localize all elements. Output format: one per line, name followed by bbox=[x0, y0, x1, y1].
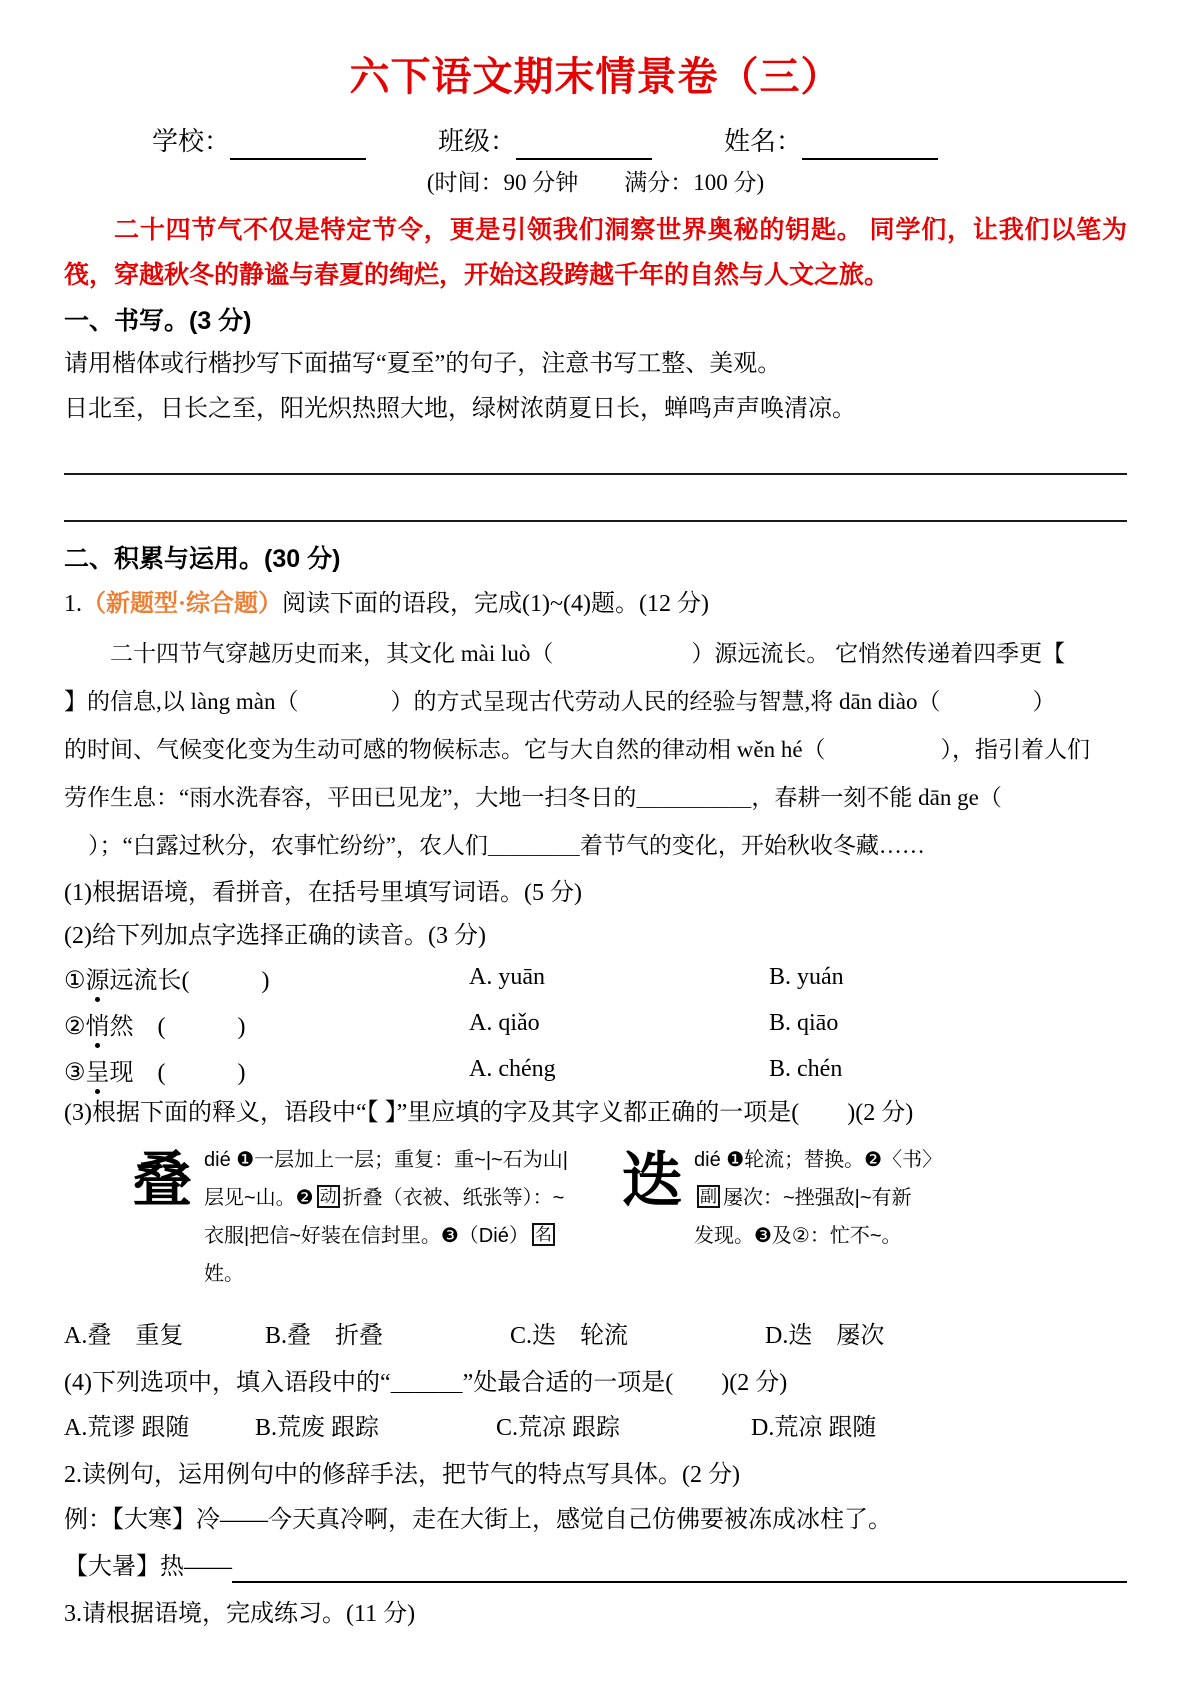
definition-line: dié ❶一层加上一层；重复：重~|~石为山| bbox=[204, 1149, 568, 1171]
pinyin-choice-row-1 bbox=[64, 956, 1127, 998]
dotted-char: 呈 bbox=[86, 1052, 110, 1087]
class-field bbox=[438, 124, 652, 160]
writing-answer-line-2 bbox=[64, 475, 1127, 522]
question1-sub4: (4)下列选项中，填入语段中的“＿＿＿”处最合适的一项是( )(2 分) bbox=[64, 1370, 788, 1396]
class-label: 班级： bbox=[438, 127, 517, 156]
question1-sub1: (1)根据语境，看拼音，在括号里填写词语。(5 分) bbox=[64, 880, 582, 906]
item-number: ① bbox=[64, 967, 86, 994]
question1-sub3-options bbox=[64, 1321, 1127, 1352]
pinyin-choice-row-2 bbox=[64, 1002, 1127, 1044]
passage-line: 】的信息,以 làng màn（ ）的方式呈现古代劳动人民的经验与智慧,将 dān diào（ ） bbox=[64, 689, 1056, 714]
option-a: A. qiǎo bbox=[469, 1009, 540, 1036]
question2-prompt: 【大暑】热—— bbox=[64, 1554, 232, 1580]
question1-stem bbox=[64, 589, 1127, 620]
dict-entry-die-stack bbox=[132, 1141, 596, 1293]
name-blank bbox=[802, 130, 938, 160]
name-field bbox=[724, 124, 938, 160]
definition-line: 发现。❸及②：忙不~。 bbox=[694, 1225, 902, 1247]
writing-sentence: 日北至，日长之至，阳光炽热照大地，绿树浓荫夏日长，蝉鸣声声唤清凉。 bbox=[64, 396, 856, 422]
dotted-word bbox=[64, 960, 469, 995]
definition-line bbox=[204, 1217, 596, 1293]
option-d: D.迭 屡次 bbox=[765, 1323, 885, 1349]
dotted-char: 悄 bbox=[86, 1006, 110, 1041]
pinyin-choice-row-3 bbox=[64, 1048, 1127, 1090]
question1-number: 1. bbox=[64, 591, 82, 617]
option-b: B.叠 折叠 bbox=[265, 1323, 384, 1349]
option-b: B. yuán bbox=[769, 963, 844, 990]
question2-answer-blank bbox=[232, 1557, 1127, 1583]
question2-example: 例：【大寒】冷——今天真冷啊，走在大街上，感觉自己仿佛要被冻成冰柱了。 bbox=[64, 1507, 892, 1533]
name-label: 姓名： bbox=[724, 127, 803, 156]
passage-line: 的时间、气候变化变为生动可感的物候标志。它与大自然的律动相 wěn hé（ ），指引着人们 bbox=[64, 737, 1091, 762]
definition-text: 屡次：~挫强敌|~有新 bbox=[723, 1187, 912, 1209]
word-rest: 现 ( ) bbox=[109, 1059, 246, 1086]
question1-tag: （新题型·综合题） bbox=[82, 591, 283, 617]
dict-definition bbox=[694, 1141, 1024, 1255]
definition-text: 衣服|把信~好装在信封里。❸（Dié） bbox=[204, 1225, 529, 1247]
section1-heading: 一、书写。(3 分) bbox=[64, 307, 252, 335]
dict-entry-die-alternate bbox=[622, 1141, 1024, 1293]
passage-line: ）；“白露过秋分，农事忙纷纷”，农人们＿＿＿＿着节气的变化，开始秋收冬藏…… bbox=[88, 833, 925, 858]
question2-answer-row bbox=[64, 1552, 1127, 1583]
part-of-speech-box: 动 bbox=[317, 1185, 340, 1208]
question1-stem-text: 阅读下面的语段，完成(1)~(4)题。(12 分) bbox=[282, 591, 709, 617]
definition-text: 折叠（衣被、纸张等）：~ bbox=[342, 1187, 565, 1209]
dict-definition bbox=[204, 1141, 596, 1293]
dotted-word bbox=[64, 1052, 469, 1087]
dictionary-entries bbox=[64, 1141, 1127, 1293]
passage-line: 二十四节气穿越历史而来，其文化 mài luò（ ）源远流长。 它悄然传递着四季更【 bbox=[110, 641, 1066, 666]
question3-stem: 3.请根据语境，完成练习。(11 分) bbox=[64, 1601, 416, 1627]
student-info-row bbox=[152, 124, 1127, 160]
item-number: ③ bbox=[64, 1059, 86, 1086]
option-d: D.荒凉 跟随 bbox=[751, 1415, 877, 1441]
part-of-speech-box: 名 bbox=[532, 1223, 555, 1246]
section2-heading: 二、积累与运用。(30 分) bbox=[64, 545, 341, 573]
dict-headword: 叠 bbox=[132, 1148, 192, 1214]
dotted-word bbox=[64, 1006, 469, 1041]
school-blank bbox=[230, 130, 366, 160]
definition-line: dié ❶轮流；替换。❷〈书〉 bbox=[694, 1149, 943, 1171]
school-label: 学校： bbox=[152, 127, 231, 156]
option-b: B. qiāo bbox=[769, 1009, 839, 1036]
option-b: B.荒废 跟踪 bbox=[255, 1415, 380, 1441]
word-rest: 然 ( ) bbox=[109, 1013, 246, 1040]
definition-line bbox=[204, 1179, 596, 1217]
exam-title: 六下语文期末情景卷（三） bbox=[349, 54, 842, 99]
passage-line: 劳作生息：“雨水洗春容，平田已见龙”，大地一扫冬日的＿＿＿＿＿，春耕一刻不能 dān ge（ bbox=[64, 785, 1002, 810]
option-a: A.荒谬 跟随 bbox=[64, 1415, 190, 1441]
question2-stem: 2.读例句，运用例句中的修辞手法，把节气的特点写具体。(2 分) bbox=[64, 1462, 740, 1488]
writing-instruction: 请用楷体或行楷抄写下面描写“夏至”的句子，注意书写工整、美观。 bbox=[64, 351, 782, 377]
option-a: A.叠 重复 bbox=[64, 1323, 184, 1349]
reading-passage bbox=[64, 630, 1127, 870]
part-of-speech-box: 副 bbox=[697, 1185, 720, 1208]
item-number: ② bbox=[64, 1013, 86, 1040]
definition-text: 层见~山。❷ bbox=[204, 1187, 314, 1209]
school-field bbox=[152, 124, 366, 160]
class-blank bbox=[516, 130, 652, 160]
option-a: A. yuān bbox=[469, 963, 545, 990]
word-rest: 远流长( ) bbox=[109, 967, 270, 994]
question1-sub2: (2)给下列加点字选择正确的读音。(3 分) bbox=[64, 923, 486, 949]
exam-meta: (时间：90 分钟 满分：100 分) bbox=[426, 170, 765, 195]
question1-sub3: (3)根据下面的释义，语段中“【 】”里应填的字及其字义都正确的一项是( )(2 分) bbox=[64, 1100, 914, 1126]
dotted-char: 源 bbox=[86, 960, 110, 995]
option-a: A. chéng bbox=[469, 1055, 556, 1082]
dict-headword: 迭 bbox=[622, 1148, 682, 1214]
exam-intro: 二十四节气不仅是特定节令，更是引领我们洞察世界奥秘的钥匙。 同学们，让我们以笔为筏，穿越秋冬的静谧与春夏的绚烂，开始这段跨越千年的自然与人文之旅。 bbox=[64, 217, 1127, 289]
option-c: C.荒凉 跟踪 bbox=[496, 1415, 621, 1441]
definition-line bbox=[694, 1179, 1024, 1217]
writing-answer-line-1 bbox=[64, 425, 1127, 475]
option-c: C.迭 轮流 bbox=[510, 1323, 629, 1349]
option-b: B. chén bbox=[769, 1055, 843, 1082]
definition-text: 姓。 bbox=[204, 1263, 244, 1285]
question1-sub4-options bbox=[64, 1413, 1127, 1444]
